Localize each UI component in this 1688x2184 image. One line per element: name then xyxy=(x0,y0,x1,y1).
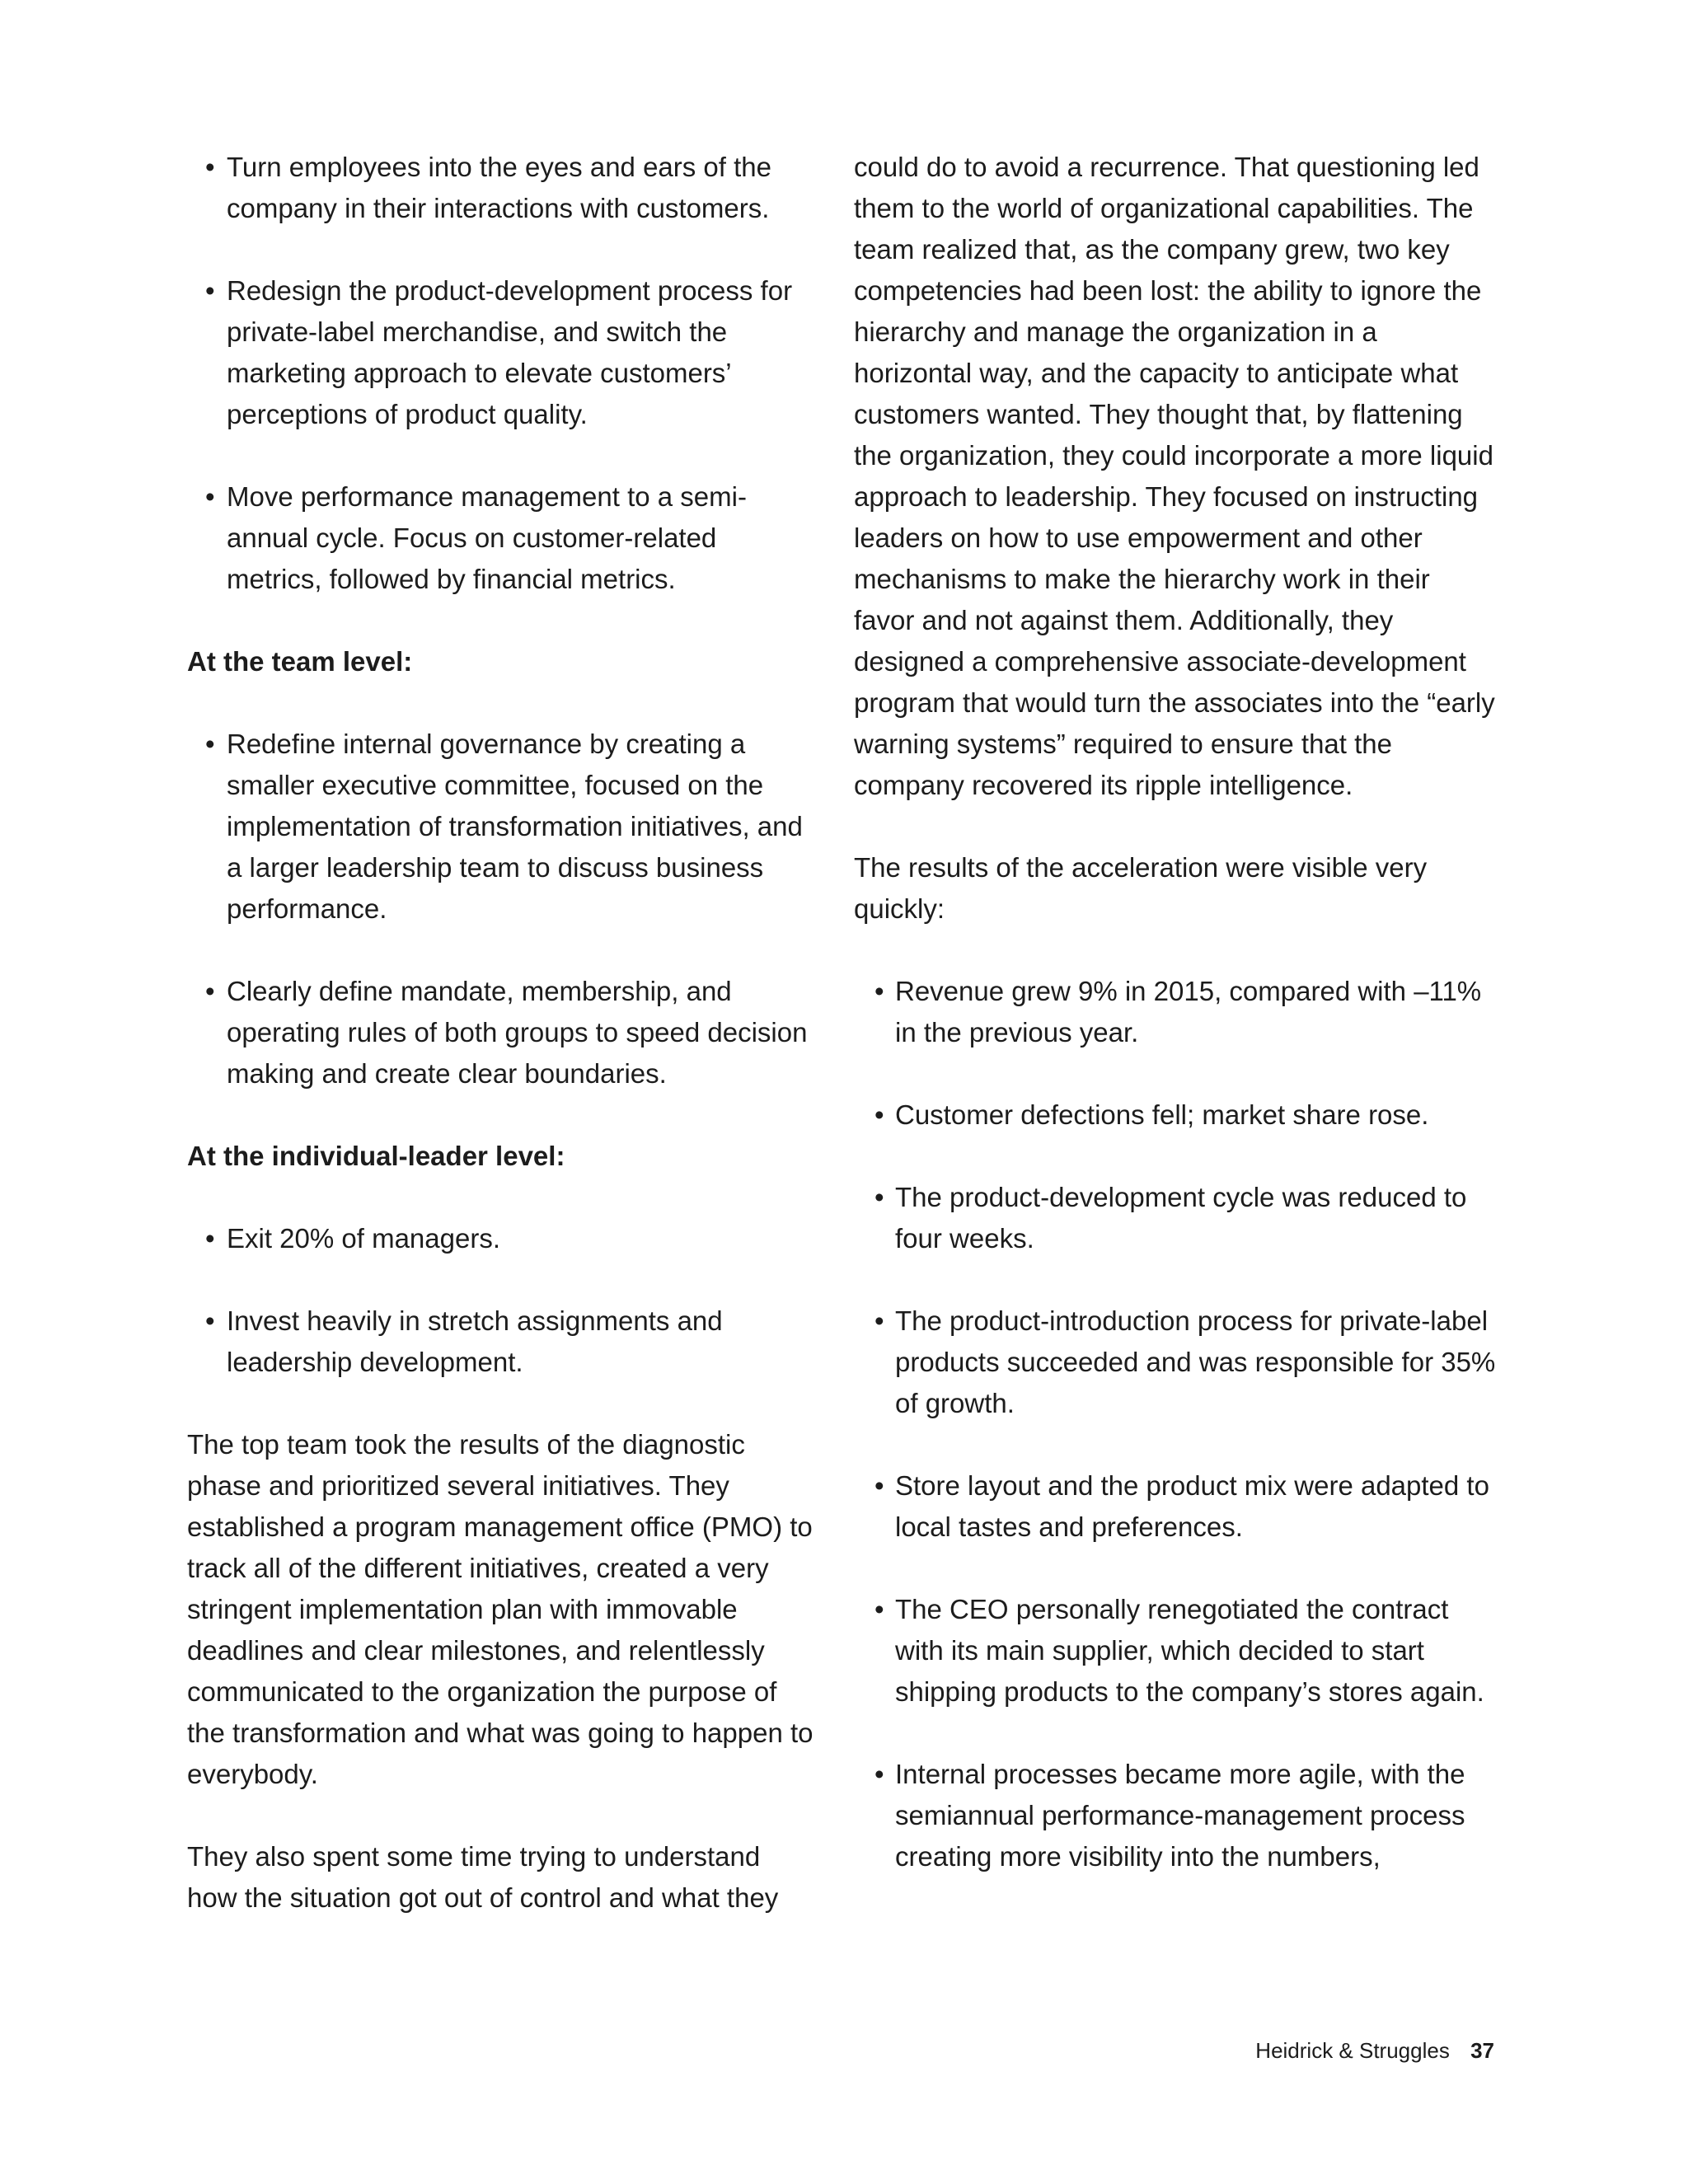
left-column xyxy=(187,147,814,1919)
bullet-list-results xyxy=(854,971,1497,1877)
list-item: • Store layout and the product mix were adapted to local tastes and preferences. xyxy=(854,1465,1497,1548)
list-item: • Exit 20% of managers. xyxy=(187,1218,814,1259)
spacer xyxy=(187,1795,814,1836)
list-item: • The CEO personally renegotiated the contract with its main supplier, which decided to start shipping products to the company’s stores again. xyxy=(854,1589,1497,1713)
spacer xyxy=(187,1177,814,1218)
page-footer xyxy=(1255,2034,1494,2067)
spacer xyxy=(854,806,1497,847)
spacer xyxy=(854,1053,1497,1094)
spacer xyxy=(854,930,1497,971)
spacer xyxy=(187,1259,814,1301)
paragraph-understand: They also spent some time trying to understand how the situation got out of control and what they xyxy=(187,1841,779,1913)
spacer xyxy=(187,1094,814,1136)
paragraph-top-team: The top team took the results of the diagnostic phase and prioritized several initiatives. They established a program management office (PMO) to track all of the different initiatives, created a very stringent implementation plan with immovable deadlines and clear milestones, and relentlessly communicated to the organization the purpose of the transformation and what was going to happen to everybody. xyxy=(187,1429,814,1789)
paragraph-results: The results of the acceleration were visible very quickly: xyxy=(854,852,1428,924)
list-item: • Redefine internal governance by creating a smaller executive committee, focused on the implementation of transformation initiatives, and a larger leadership team to discuss business performance. xyxy=(187,724,814,930)
spacer xyxy=(187,600,814,641)
spacer xyxy=(187,435,814,476)
spacer xyxy=(187,682,814,724)
bullet-list-team xyxy=(187,724,814,1094)
spacer xyxy=(187,930,814,971)
list-item: • The product-development cycle was reduced to four weeks. xyxy=(854,1177,1497,1259)
heading-team-level: At the team level: xyxy=(187,646,413,677)
footer-brand: Heidrick & Struggles xyxy=(1255,2038,1450,2063)
right-column xyxy=(854,147,1497,1877)
paragraph-capabilities: could do to avoid a recurrence. That questioning led them to the world of organizational capabilities. The team realized that, as the company grew, two key competencies had been lost: the ability to ignore the hierarchy and manage the organization in a horizontal way, and the capacity to anticipate what customers wanted. They thought that, by flattening the organization, they could incorporate a more liquid approach to leadership. They focused on instructing leaders on how to use empowerment and other mechanisms to make the hierarchy work in their favor and not against them. Additionally, they designed a comprehensive associate-development program that would turn the associates into the “early warning systems” required to ensure that the company recovered its ripple intelligence. xyxy=(854,152,1495,800)
list-item: • Revenue grew 9% in 2015, compared with –11% in the previous year. xyxy=(854,971,1497,1053)
list-item: • Invest heavily in stretch assignments and leadership development. xyxy=(187,1301,814,1383)
list-item: • The product-introduction process for private-label products succeeded and was responsible for 35% of growth. xyxy=(854,1301,1497,1424)
bullet-list-individual xyxy=(187,1218,814,1383)
bullet-list-initiatives xyxy=(187,147,814,600)
list-item: • Redesign the product-development process for private-label merchandise, and switch the marketing approach to elevate customers’ perceptions of product quality. xyxy=(187,270,814,435)
page-number: 37 xyxy=(1470,2038,1494,2063)
spacer xyxy=(854,1713,1497,1754)
spacer xyxy=(854,1136,1497,1177)
list-item: • Move performance management to a semi-annual cycle. Focus on customer-related metrics, followed by financial metrics. xyxy=(187,476,814,600)
list-item: • Internal processes became more agile, with the semiannual performance-management process creating more visibility into the numbers, xyxy=(854,1754,1497,1877)
list-item: • Customer defections fell; market share rose. xyxy=(854,1094,1497,1136)
list-item: • Clearly define mandate, membership, and operating rules of both groups to speed decision making and create clear boundaries. xyxy=(187,971,814,1094)
spacer xyxy=(187,229,814,270)
spacer xyxy=(854,1548,1497,1589)
list-item: • Turn employees into the eyes and ears of the company in their interactions with customers. xyxy=(187,147,814,229)
spacer xyxy=(854,1259,1497,1301)
heading-individual-level: At the individual-leader level: xyxy=(187,1141,565,1171)
spacer xyxy=(187,1383,814,1424)
spacer xyxy=(854,1424,1497,1465)
